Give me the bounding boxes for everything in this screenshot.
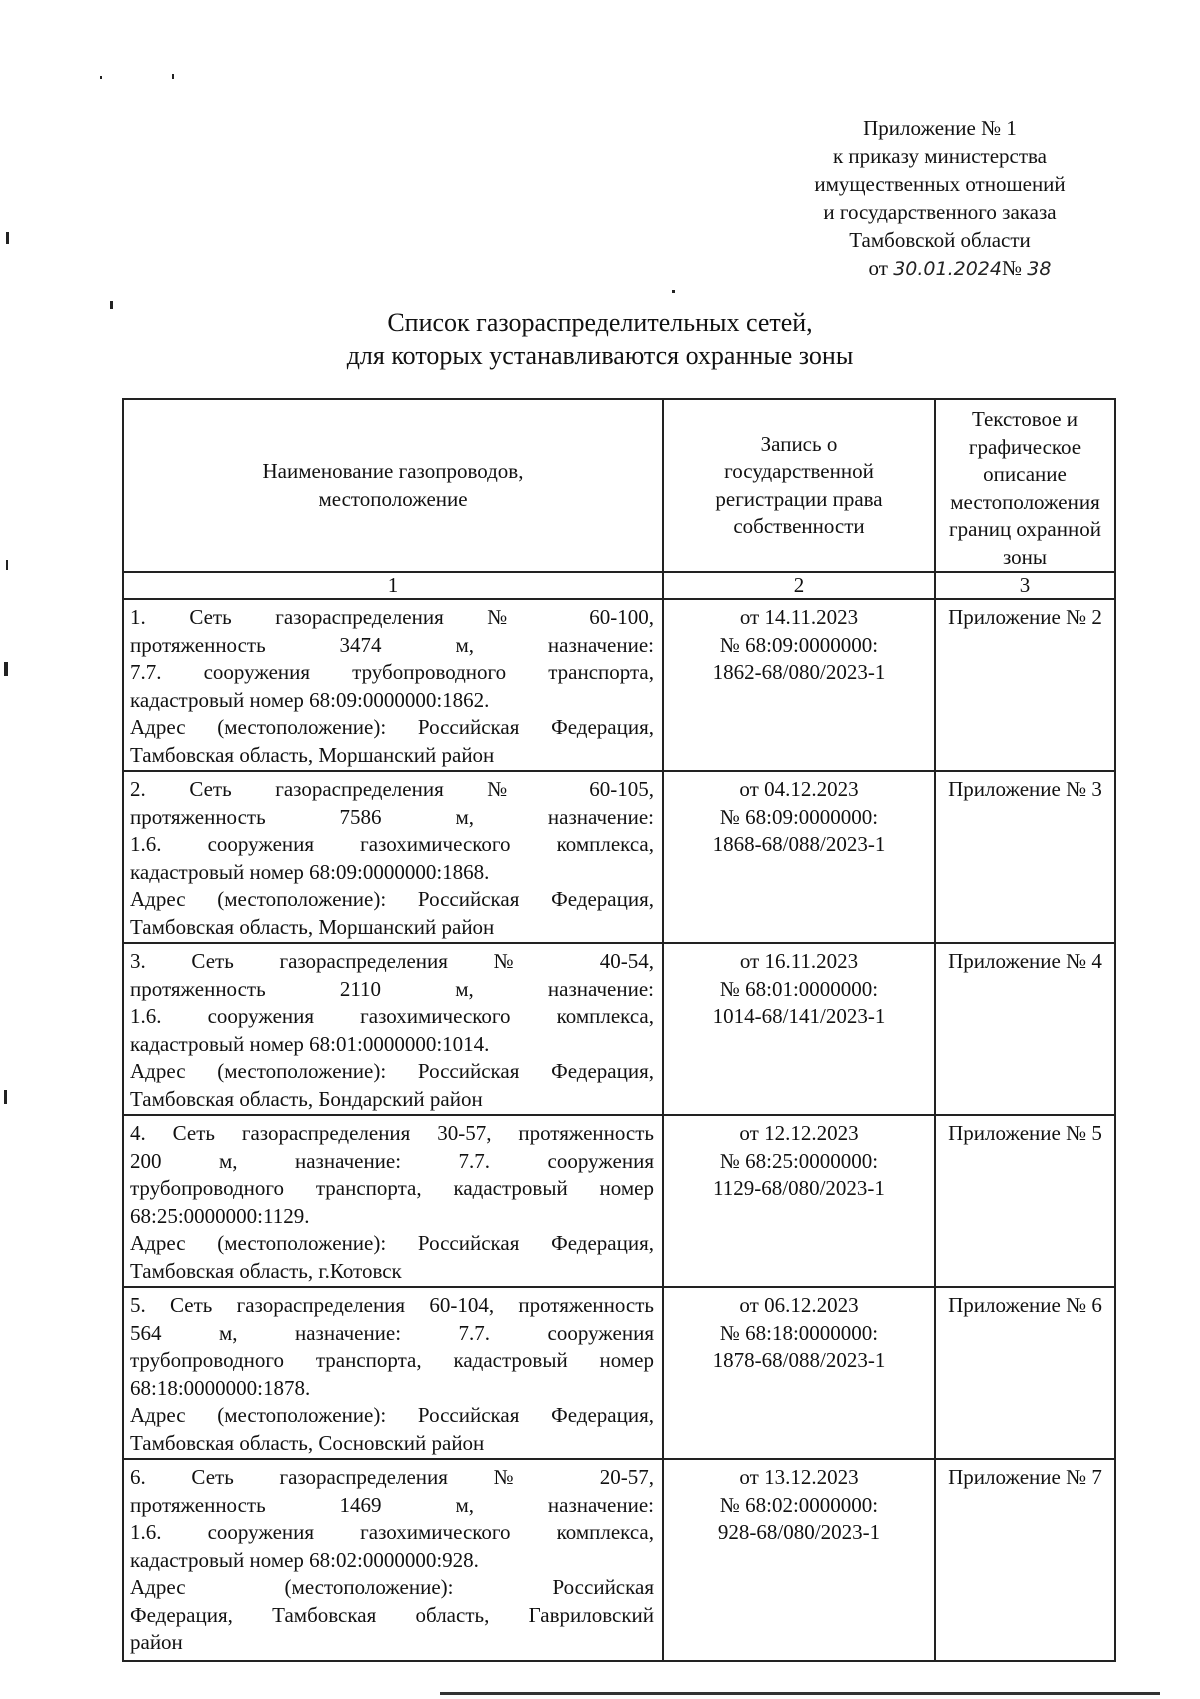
registration-date: от 16.11.2023 bbox=[739, 949, 859, 973]
registration-number: 1878-68/088/2023-1 bbox=[712, 1348, 886, 1372]
registration-number: 1862-68/080/2023-1 bbox=[712, 660, 886, 684]
description-line: 7.7. сооружения трубопроводного транспорта, bbox=[130, 660, 654, 684]
description-line: 564 м, назначение: 7.7. сооружения bbox=[130, 1320, 654, 1345]
registration-number: № 68:01:0000000: bbox=[719, 976, 879, 1001]
description-line: Тамбовская область, Бондарский район bbox=[130, 1086, 483, 1111]
header-col2-text: Запись о государственной регистрации права собственности bbox=[715, 431, 883, 538]
order-line: к приказу министерства bbox=[832, 144, 1048, 168]
description-line: 4. Сеть газораспределения 30-57, протяженность bbox=[130, 1121, 654, 1145]
description-line: кадастровый номер 68:09:0000000:1868. bbox=[130, 859, 490, 884]
description-line: 5. Сеть газораспределения 60-104, протяженность bbox=[130, 1293, 654, 1317]
gas-networks-table bbox=[122, 398, 1116, 1662]
title-line-2: для которых устанавливаются охранные зоны bbox=[346, 341, 854, 370]
registration-date: от 12.12.2023 bbox=[739, 1121, 859, 1145]
description-line: 68:25:0000000:1129. bbox=[130, 1203, 310, 1228]
description-line: 1.6. сооружения газохимического комплекса, bbox=[130, 832, 654, 856]
header-description bbox=[935, 399, 1115, 572]
appendix-reference-cell: Приложение № 4 bbox=[935, 943, 1115, 1115]
appendix-reference-cell: Приложение № 7 bbox=[935, 1459, 1115, 1661]
registration-record-cell bbox=[663, 599, 935, 771]
network-description-cell bbox=[123, 1459, 663, 1661]
description-line: Тамбовская область, Сосновский район bbox=[130, 1430, 485, 1455]
appendix-reference-cell: Приложение № 6 bbox=[935, 1287, 1115, 1459]
column-number-row bbox=[123, 572, 1115, 599]
region-line: Тамбовской области bbox=[849, 228, 1031, 252]
description-line: Федерация, Тамбовская область, Гавриловский bbox=[130, 1602, 654, 1627]
description-line: кадастровый номер 68:09:0000000:1862. bbox=[130, 687, 490, 712]
scan-speck bbox=[172, 74, 174, 79]
description-line: Тамбовская область, Моршанский район bbox=[130, 914, 495, 939]
registration-number: 1129-68/080/2023-1 bbox=[713, 1176, 885, 1200]
description-line: протяженность 2110 м, назначение: bbox=[130, 976, 654, 1001]
description-line: район bbox=[130, 1630, 183, 1654]
description-line: Адрес (местоположение): Российская Федерация, bbox=[130, 1059, 654, 1083]
network-description-cell bbox=[123, 943, 663, 1115]
description-line: Адрес (местоположение): Российская Федерация, bbox=[130, 887, 654, 911]
appendix-reference-cell: Приложение № 3 bbox=[935, 771, 1115, 943]
scan-speck bbox=[4, 1090, 7, 1104]
number-prefix: № bbox=[1001, 256, 1023, 280]
ministry-line-1: имущественных отношений bbox=[814, 172, 1066, 196]
registration-number: № 68:09:0000000: bbox=[719, 632, 879, 657]
description-line: Адрес (местоположение): Российская Федерация, bbox=[130, 715, 654, 739]
column-number: 2 bbox=[663, 572, 935, 599]
description-line: Адрес (местоположение): Российская Федерация, bbox=[130, 1403, 654, 1427]
table-body bbox=[123, 599, 1115, 1661]
table-row bbox=[123, 1287, 1115, 1459]
order-date-line bbox=[800, 254, 1080, 283]
registration-number: № 68:02:0000000: bbox=[719, 1492, 879, 1517]
document-title bbox=[240, 306, 960, 372]
approval-block bbox=[800, 114, 1080, 283]
description-line: Адрес (местоположение): Российская Федерация, bbox=[130, 1231, 654, 1255]
registration-number: 1014-68/141/2023-1 bbox=[712, 1004, 886, 1028]
scan-speck bbox=[6, 560, 8, 570]
registration-number: № 68:09:0000000: bbox=[719, 804, 879, 829]
column-number: 3 bbox=[935, 572, 1115, 599]
description-line: кадастровый номер 68:02:0000000:928. bbox=[130, 1547, 479, 1572]
description-line: трубопроводного транспорта, кадастровый номер bbox=[130, 1348, 654, 1372]
table-row bbox=[123, 1459, 1115, 1661]
description-line: Тамбовская область, г.Котовск bbox=[130, 1258, 402, 1283]
registration-date: от 14.11.2023 bbox=[739, 605, 859, 629]
registration-number: № 68:18:0000000: bbox=[719, 1320, 879, 1345]
scan-speck bbox=[100, 76, 102, 79]
registration-record-cell bbox=[663, 1287, 935, 1459]
appendix-reference-cell: Приложение № 5 bbox=[935, 1115, 1115, 1287]
description-line: 68:18:0000000:1878. bbox=[130, 1375, 311, 1400]
scan-speck bbox=[672, 290, 675, 293]
network-description-cell bbox=[123, 1287, 663, 1459]
description-line: 1.6. сооружения газохимического комплекса, bbox=[130, 1004, 654, 1028]
registration-record-cell bbox=[663, 943, 935, 1115]
header-registration bbox=[663, 399, 935, 572]
network-description-cell bbox=[123, 771, 663, 943]
registration-date: от 13.12.2023 bbox=[739, 1465, 859, 1489]
description-line: 2. Сеть газораспределения № 60-105, bbox=[130, 777, 654, 801]
network-description-cell bbox=[123, 599, 663, 771]
table-row bbox=[123, 943, 1115, 1115]
header-col3-text: Текстовое и графическое описание местоположения границ охранной зоны bbox=[949, 407, 1101, 569]
scan-speck bbox=[110, 301, 113, 309]
description-line: протяженность 3474 м, назначение: bbox=[130, 632, 654, 657]
description-line: кадастровый номер 68:01:0000000:1014. bbox=[130, 1031, 490, 1056]
date-prefix: от bbox=[868, 256, 888, 280]
description-line: 3. Сеть газораспределения № 40-54, bbox=[130, 949, 654, 973]
table-row bbox=[123, 599, 1115, 771]
description-line: 1. Сеть газораспределения № 60-100, bbox=[130, 605, 654, 629]
registration-record-cell bbox=[663, 771, 935, 943]
description-line: трубопроводного транспорта, кадастровый номер bbox=[130, 1176, 654, 1200]
network-description-cell bbox=[123, 1115, 663, 1287]
registration-number: № 68:25:0000000: bbox=[719, 1148, 879, 1173]
registration-number: 1868-68/088/2023-1 bbox=[712, 832, 886, 856]
description-line: Тамбовская область, Моршанский район bbox=[130, 742, 495, 767]
scan-edge-line bbox=[440, 1692, 1160, 1695]
header-name-location bbox=[123, 399, 663, 572]
registration-date: от 04.12.2023 bbox=[739, 777, 859, 801]
description-line: 200 м, назначение: 7.7. сооружения bbox=[130, 1148, 654, 1173]
registration-record-cell bbox=[663, 1115, 935, 1287]
handwritten-date: 30.01.2024 bbox=[893, 258, 1002, 280]
description-line: протяженность 7586 м, назначение: bbox=[130, 804, 654, 829]
description-line: 1.6. сооружения газохимического комплекса, bbox=[130, 1520, 654, 1544]
scan-speck bbox=[4, 662, 8, 676]
description-line: протяженность 1469 м, назначение: bbox=[130, 1492, 654, 1517]
description-line: Адрес (местоположение): Российская bbox=[130, 1575, 654, 1599]
handwritten-number: 38 bbox=[1027, 258, 1052, 280]
column-number: 1 bbox=[123, 572, 663, 599]
ministry-line-2: и государственного заказа bbox=[823, 200, 1057, 224]
table-row bbox=[123, 1115, 1115, 1287]
description-line: 6. Сеть газораспределения № 20-57, bbox=[130, 1465, 654, 1489]
table-header-row bbox=[123, 399, 1115, 572]
title-line-1: Список газораспределительных сетей, bbox=[387, 308, 813, 337]
registration-record-cell bbox=[663, 1459, 935, 1661]
appendix-label: Приложение № 1 bbox=[863, 116, 1017, 140]
scan-speck bbox=[6, 232, 9, 244]
registration-date: от 06.12.2023 bbox=[739, 1293, 859, 1317]
header-col1-text: Наименование газопроводов, местоположение bbox=[262, 459, 524, 511]
table-row bbox=[123, 771, 1115, 943]
appendix-reference-cell: Приложение № 2 bbox=[935, 599, 1115, 771]
registration-number: 928-68/080/2023-1 bbox=[717, 1520, 881, 1544]
